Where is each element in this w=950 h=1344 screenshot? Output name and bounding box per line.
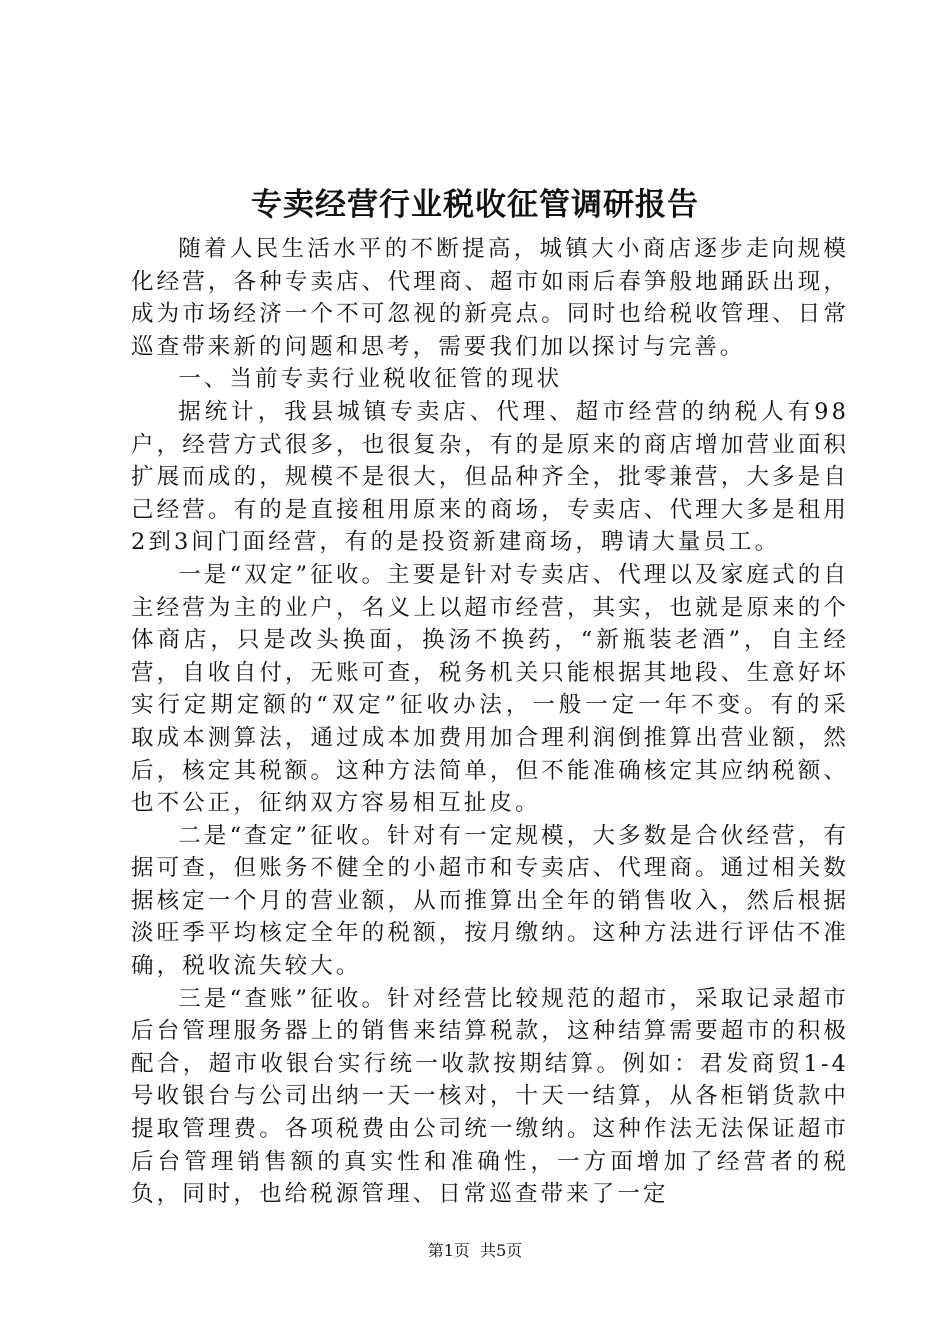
document-body [131,233,849,1211]
page-number-footer: 第1页 共5页 [427,1241,523,1260]
paragraph-double-fixed: 一是“双定”征收。主要是针对专卖店、代理以及家庭式的自主经营为主的业户，名义上以超市经营，其实，也就是原来的个体商店，只是改头换面，换汤不换药，“新瓶装老酒”，自主经营，自收自付，无账可查，税务机关只能根据其地段、生意好坏实行定期定额的“双定”征收办法，一般一定一年不变。有的采取成本测算法，通过成本加费用加合理利润倒推算出营业额，然后，核定其税额。这种方法简单，但不能准确核定其应纳税额、也不公正，征纳双方容易相互扯皮。 [131,561,849,817]
paragraph-check-accounts: 三是“查账”征收。针对经营比较规范的超市，采取记录超市后台管理服务器上的销售来结算税款，这种结算需要超市的积极配合，超市收银台实行统一收款按期结算。例如：君发商贸1-4号收银台与公司出纳一天一核对，十天一结算，从各柜销货款中提取管理费。各项税费由公司统一缴纳。这种作法无法保证超市后台管理销售额的真实性和准确性，一方面增加了经营者的税负，同时，也给税源管理、日常巡查带来了一定 [131,985,849,1208]
paragraph-check-fixed: 二是“查定”征收。针对有一定规模，大多数是合伙经营，有据可查，但账务不健全的小超市和专卖店、代理商。通过相关数据核定一个月的营业额，从而推算出全年的销售收入，然后根据淡旺季平均核定全年的税额，按月缴纳。这种方法进行评估不准确，税收流失较大。 [131,822,849,980]
paragraph-intro: 随着人民生活水平的不断提高，城镇大小商店逐步走向规模化经营，各种专卖店、代理商、超市如雨后春笋般地踊跃出现，成为市场经济一个不可忽视的新亮点。同时也给税收管理、日常巡查带来新的问题和思考，需要我们加以探讨与完善。 [131,236,849,360]
document-title: 专卖经营行业税收征管调研报告 [251,187,699,223]
paragraph-statistics: 据统计，我县城镇专卖店、代理、超市经营的纳税人有98户，经营方式很多，也很复杂，有的是原来的商店增加营业面积扩展而成的，规模不是很大，但品种齐全，批零兼营，大多是自己经营。有的是直接租用原来的商场，专卖店、代理大多是租用2到3间门面经营，有的是投资新建商场，聘请大量员工。 [131,398,849,556]
section-heading-1: 一、当前专卖行业税收征管的现状 [178,366,563,393]
